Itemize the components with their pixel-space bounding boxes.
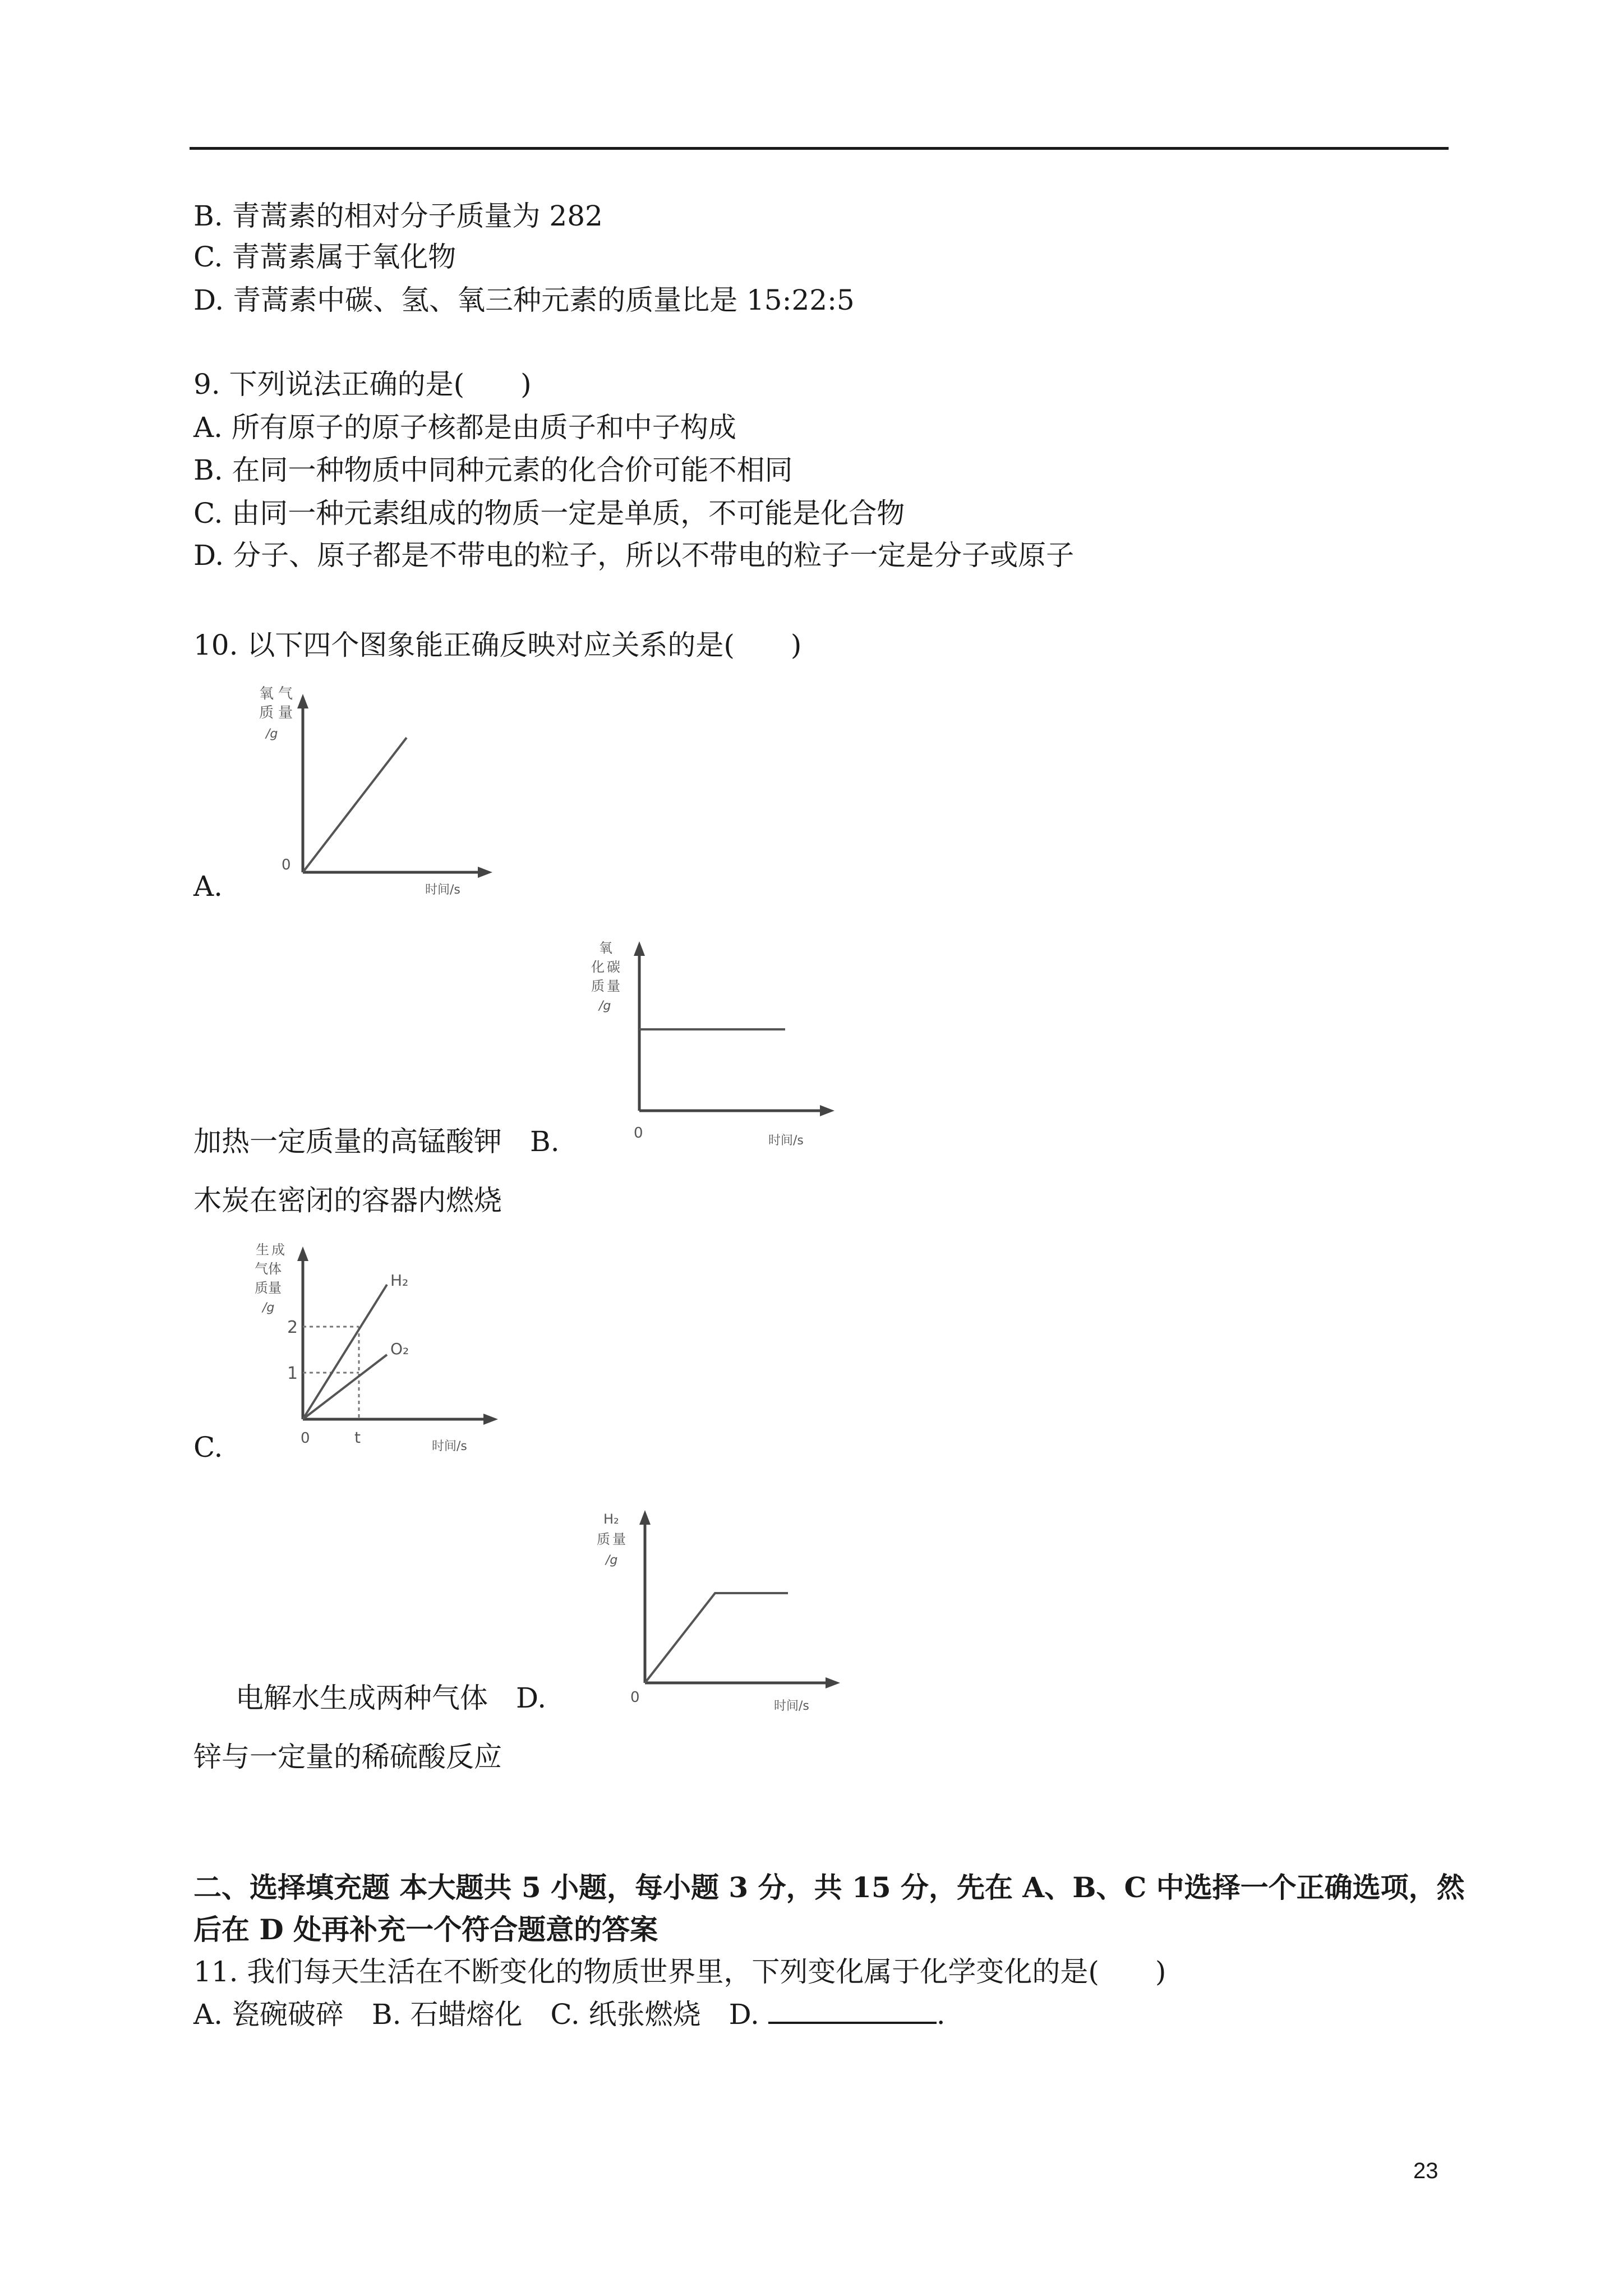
graph-d-ylabel bbox=[597, 1511, 626, 1567]
svg-text:质: 质 bbox=[597, 1531, 610, 1547]
svg-text:氧: 氧 bbox=[599, 940, 612, 956]
graph-c-x-arrow bbox=[483, 1414, 498, 1425]
graph-c-origin: 0 bbox=[301, 1430, 310, 1447]
graph-c-tick-1: 1 bbox=[287, 1364, 298, 1383]
graph-d-origin: 0 bbox=[630, 1689, 640, 1706]
svg-text:气: 气 bbox=[278, 685, 293, 702]
svg-text:量: 量 bbox=[607, 978, 620, 994]
graph-a-x-arrow bbox=[478, 867, 492, 878]
svg-text:量: 量 bbox=[278, 705, 293, 721]
graph-d bbox=[589, 1503, 869, 1730]
graph-b-x-arrow bbox=[820, 1105, 834, 1116]
graph-a-ylabel bbox=[259, 685, 293, 741]
graph-c bbox=[247, 1234, 516, 1461]
q9-stem: 9. 下列说法正确的是( ) bbox=[193, 368, 532, 401]
q11-stem: 11. 我们每天生活在不断变化的物质世界里，下列变化属于化学变化的是( ) bbox=[193, 1955, 1166, 1988]
graph-d-line bbox=[645, 1593, 788, 1683]
q10-a-caption-b-label: 加热一定质量的高锰酸钾 B. bbox=[193, 1125, 560, 1158]
q9-option-c: C. 由同一种元素组成的物质一定是单质，不可能是化合物 bbox=[193, 497, 905, 530]
svg-text:质: 质 bbox=[591, 978, 605, 994]
graph-c-label-o2: O₂ bbox=[390, 1340, 409, 1358]
q8-option-d: D. 青蒿素中碳、氢、氧三种元素的质量比是 15:22:5 bbox=[193, 284, 855, 316]
svg-text:质量: 质量 bbox=[255, 1280, 282, 1296]
q10-d-caption: 锌与一定量的稀硫酸反应 bbox=[193, 1741, 502, 1773]
graph-b-y-arrow bbox=[634, 941, 645, 956]
svg-text:/g: /g bbox=[262, 1301, 275, 1315]
svg-text:碳: 碳 bbox=[607, 959, 620, 975]
q9-option-b: B. 在同一种物质中同种元素的化合价可能不相同 bbox=[193, 454, 793, 486]
header-rule bbox=[190, 147, 1449, 150]
svg-text:/g: /g bbox=[266, 727, 278, 741]
graph-a-xlabel: 时间/s bbox=[425, 883, 460, 897]
q11-options-text: A. 瓷碗破碎 B. 石蜡熔化 C. 纸张燃烧 D. bbox=[193, 1998, 768, 2031]
graph-a-line bbox=[303, 738, 407, 872]
q11-answer-blank[interactable] bbox=[768, 1997, 937, 2024]
svg-text:化: 化 bbox=[591, 959, 605, 975]
q9-option-d: D. 分子、原子都是不带电的粒子，所以不带电的粒子一定是分子或原子 bbox=[193, 539, 1075, 572]
graph-d-x-arrow bbox=[826, 1677, 840, 1688]
graph-a bbox=[247, 682, 505, 908]
graph-c-series-h2 bbox=[303, 1285, 387, 1419]
q11-options-end: . bbox=[936, 1998, 946, 2031]
svg-text:氧: 氧 bbox=[259, 685, 274, 702]
graph-c-xlabel: 时间/s bbox=[432, 1439, 467, 1453]
graph-c-ylabel bbox=[255, 1242, 285, 1315]
page-number: 23 bbox=[1413, 2159, 1438, 2183]
q10-option-c-label: C. bbox=[193, 1431, 223, 1464]
svg-text:生: 生 bbox=[256, 1242, 269, 1258]
svg-text:质: 质 bbox=[259, 705, 274, 721]
section2-heading-line2: 后在 D 处再补充一个符合题意的答案 bbox=[193, 1913, 658, 1946]
graph-c-tick-2: 2 bbox=[287, 1318, 298, 1337]
graph-d-y-arrow bbox=[639, 1510, 651, 1525]
svg-text:/g: /g bbox=[599, 999, 611, 1013]
graph-d-xlabel: 时间/s bbox=[774, 1699, 809, 1713]
graph-c-tick-t: t bbox=[354, 1428, 361, 1447]
graph-c-series-o2 bbox=[303, 1355, 387, 1419]
q9-option-a: A. 所有原子的原子核都是由质子和中子构成 bbox=[193, 411, 736, 444]
graph-b bbox=[583, 931, 864, 1158]
q10-b-caption: 木炭在密闭的容器内燃烧 bbox=[193, 1184, 502, 1217]
svg-text:量: 量 bbox=[612, 1531, 626, 1547]
graph-b-xlabel: 时间/s bbox=[768, 1134, 804, 1148]
graph-a-y-arrow bbox=[297, 694, 308, 708]
svg-text:成: 成 bbox=[271, 1242, 285, 1258]
graph-b-origin: 0 bbox=[634, 1125, 643, 1142]
q10-c-caption-d-label: 电解水生成两种气体 D. bbox=[236, 1682, 547, 1714]
graph-a-origin: 0 bbox=[282, 857, 291, 873]
graph-b-ylabel bbox=[591, 940, 620, 1013]
q10-option-a-label: A. bbox=[193, 870, 223, 903]
q8-option-b: B. 青蒿素的相对分子质量为 282 bbox=[193, 200, 603, 232]
graph-c-y-arrow bbox=[297, 1246, 308, 1261]
svg-text:/g: /g bbox=[606, 1553, 618, 1567]
svg-text:H₂: H₂ bbox=[603, 1511, 619, 1527]
graph-c-label-h2: H₂ bbox=[390, 1271, 409, 1290]
q11-options bbox=[193, 1997, 946, 2031]
q8-option-c: C. 青蒿素属于氧化物 bbox=[193, 241, 457, 273]
q10-stem: 10. 以下四个图象能正确反映对应关系的是( ) bbox=[193, 629, 802, 661]
section2-heading-line1: 二、选择填充题 本大题共 5 小题，每小题 3 分，共 15 分，先在 A、B、C 中选择一个正确选项，然 bbox=[193, 1871, 1465, 1904]
svg-text:气体: 气体 bbox=[255, 1261, 282, 1277]
